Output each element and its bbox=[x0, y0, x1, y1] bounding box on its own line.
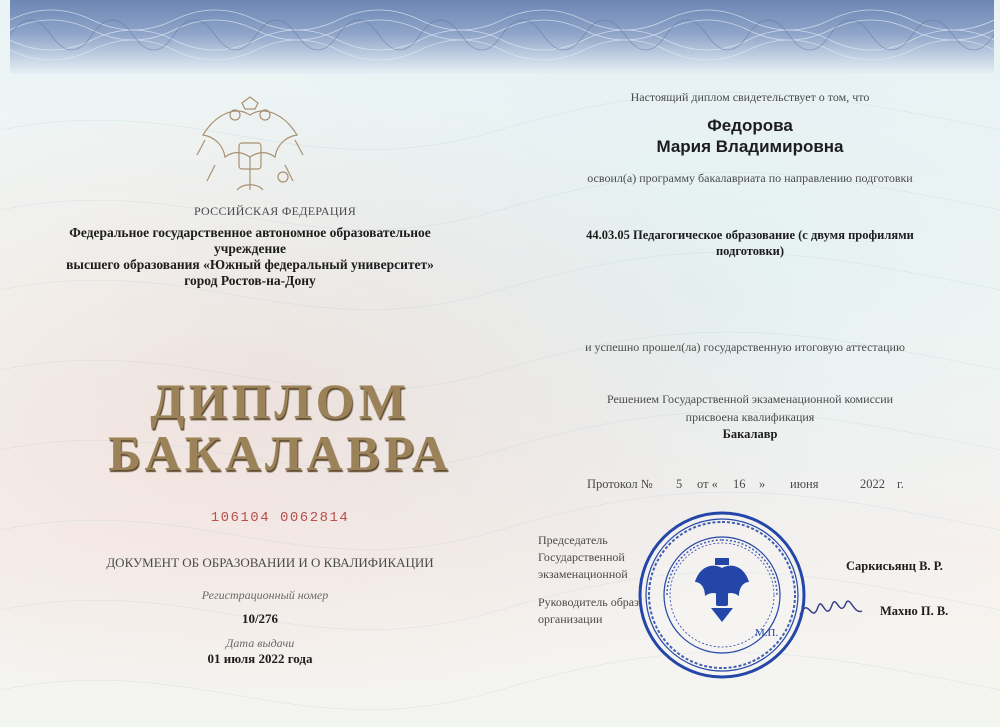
qualification: Бакалавр bbox=[722, 427, 778, 441]
protocol-label: Протокол № bbox=[587, 477, 653, 491]
specialty bbox=[560, 227, 940, 259]
certification-intro: Настоящий диплом свидетельствует о том, что bbox=[630, 90, 870, 104]
chair-name: Саркисьянц В. Р. bbox=[846, 559, 943, 573]
protocol-number: 5 bbox=[676, 477, 683, 491]
chair-title-line-1: Председатель bbox=[538, 533, 608, 547]
specialty-line-2: подготовки) bbox=[715, 244, 785, 258]
head-title-line-2: организации bbox=[538, 612, 603, 626]
chair-title bbox=[538, 532, 628, 583]
organization-line-1: Федеральное государственное автономное образовательное учреждение bbox=[69, 225, 431, 256]
issue-date: 01 июля 2022 года bbox=[207, 651, 313, 666]
top-decorative-band bbox=[10, 0, 994, 74]
registration-number-label: Регистрационный номер bbox=[201, 588, 329, 602]
commission-decision-line-2: присвоена квалификация bbox=[685, 410, 815, 424]
official-seal-stamp bbox=[637, 510, 807, 680]
attestation-statement: и успешно прошел(ла) государственную итоговую аттестацию bbox=[585, 340, 905, 354]
graduate-surname: Федорова bbox=[707, 116, 793, 135]
country-label: РОССИЙСКАЯ ФЕДЕРАЦИЯ bbox=[193, 204, 357, 218]
program-statement: освоил(а) программу бакалавриата по направлению подготовки bbox=[587, 171, 913, 185]
band-pattern bbox=[10, 0, 994, 74]
commission-decision-line-1: Решением Государственной экзаменационной комиссии bbox=[606, 392, 894, 406]
diploma-title-line-1: ДИПЛОМ bbox=[150, 373, 410, 429]
double-headed-eagle-emblem-icon bbox=[195, 95, 305, 203]
protocol-month: июня bbox=[790, 477, 819, 491]
head-name: Махно П. В. bbox=[880, 604, 949, 618]
issue-date-label: Дата выдачи bbox=[225, 636, 295, 650]
chair-title-line-2: Государственной bbox=[538, 550, 625, 564]
protocol-year: 2022 bbox=[860, 477, 885, 491]
organization-line-3: город Ростов-на-Дону bbox=[184, 273, 316, 288]
diploma-title-line-2: БАКАЛАВРА bbox=[108, 425, 452, 481]
protocol-day-close: » bbox=[759, 477, 766, 491]
diploma-serial-number: 106104 0062814 bbox=[210, 510, 350, 526]
organization-name bbox=[40, 225, 460, 289]
organization-line-2: высшего образования «Южный федеральный университет» bbox=[66, 257, 434, 272]
protocol-day: 16 bbox=[733, 477, 746, 491]
registration-number: 10/276 bbox=[241, 611, 279, 626]
protocol-from: от « bbox=[697, 477, 718, 491]
seal-mp-label: М.П. bbox=[755, 627, 779, 639]
chair-title-line-3: экзаменационной bbox=[538, 567, 628, 581]
head-title-line-1: Руководитель образ bbox=[538, 595, 639, 609]
head-title bbox=[538, 594, 639, 628]
protocol-year-suffix: г. bbox=[897, 477, 904, 491]
graduate-given-names: Мария Владимировна bbox=[656, 137, 844, 156]
document-type-label: ДОКУМЕНТ ОБ ОБРАЗОВАНИИ И О КВАЛИФИКАЦИИ bbox=[106, 555, 434, 570]
specialty-line-1: 44.03.05 Педагогическое образование (с двумя профилями bbox=[586, 228, 914, 242]
